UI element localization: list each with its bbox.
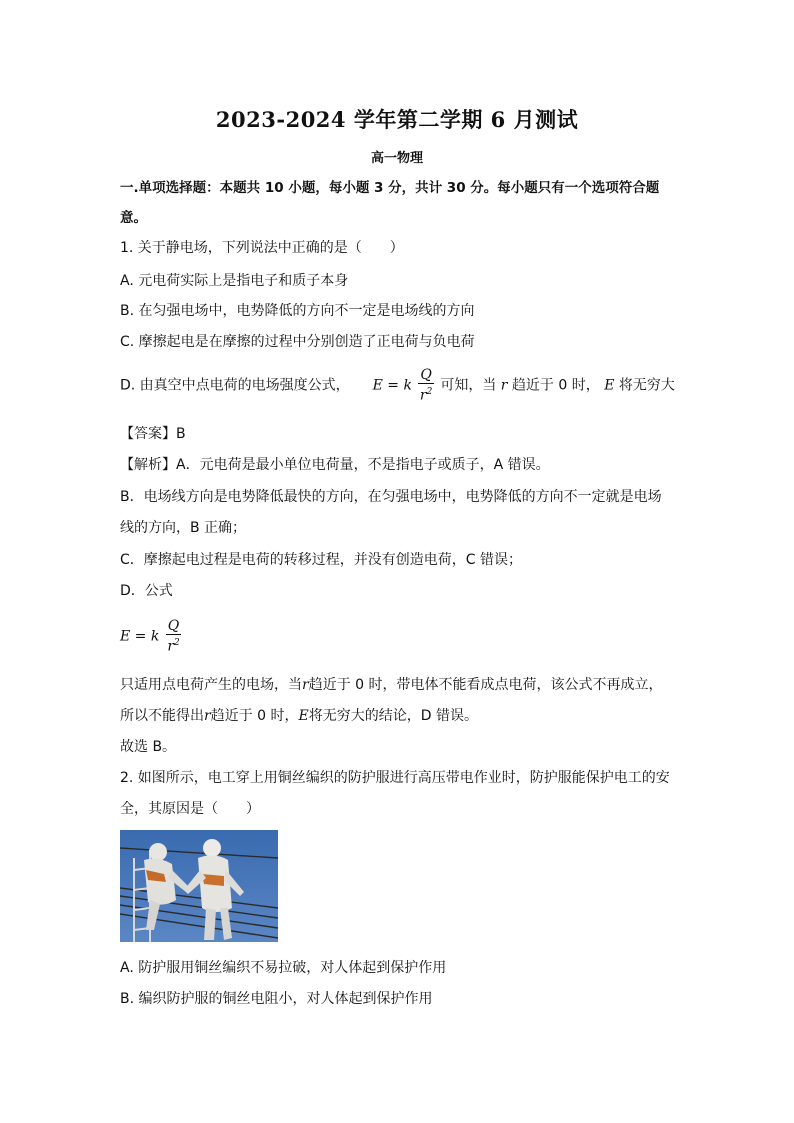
analysis-para-line1: 只适用点电荷产生的电场，当r趋近于 0 时，带电体不能看成点电荷，该公式不再成立，: [120, 677, 663, 693]
question-2-stem-line1: 2. 如图所示，电工穿上用铜丝编织的防护服进行高压带电作业时，防护服能保护电工的安: [120, 770, 670, 786]
analysis-formula: E = k $\frac{Q}{r^2}$: [120, 618, 180, 655]
question-1-option-c: C. 摩擦起电是在摩擦的过程中分别创造了正电荷与负电荷: [120, 334, 475, 350]
section-heading: 一.单项选择题：本题共 10 小题，每小题 3 分，共计 30 分。每小题只有一个选项符合题: [120, 180, 660, 196]
analysis-b-line2: 线的方向，B 正确；: [120, 520, 247, 536]
formula-denominator: $r^2$: [419, 387, 433, 404]
formula-numerator: Q: [420, 367, 432, 383]
section-heading-cont: 意。: [120, 210, 147, 226]
conclusion: 故选 B。: [120, 739, 177, 755]
page-subtitle: 高一物理: [370, 151, 423, 166]
formula-lhs: E = k: [372, 377, 412, 394]
question-2-option-a: A. 防护服用铜丝编织不易拉破，对人体起到保护作用: [120, 960, 447, 976]
question-1-option-b: B. 在匀强电场中，电势降低的方向不一定是电场线的方向: [120, 303, 475, 319]
answer-line: [120, 424, 186, 444]
answer-label: 【答案】: [120, 426, 176, 442]
electrician-photo: [120, 830, 278, 942]
formula-fraction: [418, 367, 433, 404]
analysis-b-line1: B．电场线方向是电势降低最快的方向，在匀强电场中，电势降低的方向不一定就是电场: [120, 489, 662, 505]
question-1-option-a: A. 元电荷实际上是指电子和质子本身: [120, 273, 349, 289]
analysis-c: C．摩擦起电过程是电荷的转移过程，并没有创造电荷，C 错误；: [120, 552, 522, 568]
analysis-d: D．公式: [120, 583, 173, 599]
analysis-formula-fraction: $\frac{Q}{r^2}$: [167, 618, 180, 655]
option-d-suffix-1: 可知，当: [440, 377, 497, 394]
question-1-stem: 1. 关于静电场，下列说法中正确的是（ ）: [120, 240, 404, 256]
page-title: 2023-2024 学年第二学期 6 月测试: [215, 107, 579, 132]
answer-value: B: [176, 426, 186, 442]
analysis-label: 【解析】: [120, 457, 176, 473]
analysis-a: 【解析】A．元电荷是最小单位电荷量，不是指电子或质子，A 错误。: [120, 457, 550, 473]
analysis-para-line2: 所以不能得出r趋近于 0 时，E将无穷大的结论，D 错误。: [120, 708, 478, 724]
question-1-option-d: D. 由真空中点电荷的电场强度公式， E = k $\frac{Q}{r^2}$ 可知，当 r 趋近于 0 时， E 将无穷大: [120, 367, 675, 404]
option-d-prefix: D. 由真空中点电荷的电场强度公式，: [120, 377, 350, 394]
question-2-option-b: B. 编织防护服的铜丝电阻小，对人体起到保护作用: [120, 991, 433, 1007]
option-d-suffix-2: 趋近于 0 时，: [511, 377, 600, 394]
question-2-stem-line2: 全，其原因是（ ）: [120, 801, 260, 817]
option-d-suffix-3: 将无穷大: [618, 377, 675, 394]
